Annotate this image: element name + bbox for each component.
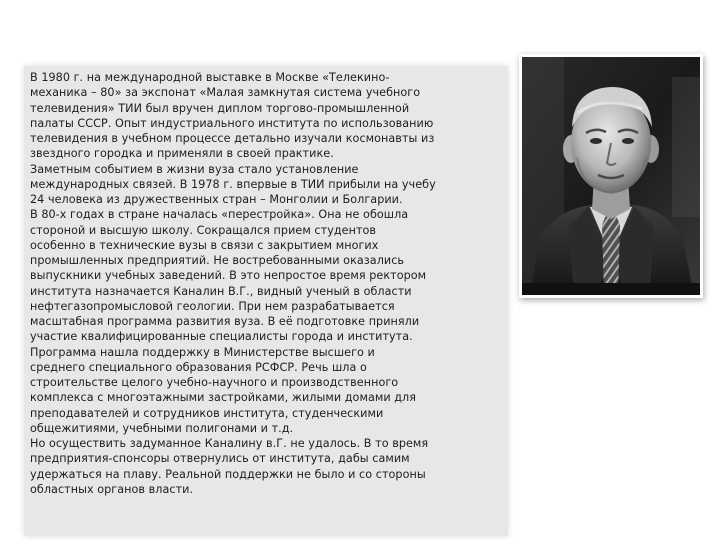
article-text: В 1980 г. на международной выставке в Москве «Телекино- механика – 80» за экспонат «Малая замкнутая система учебного телевидения» ТИИ был вручен диплом торгово-промышленной палаты СССР. Опыт индустриального института по использованию телевидения в учебном процессе детально изучали космонавты из звездного городка и применяли в своей практике. Заметным событием в жизни вуза стало установление международных связей. В 1978 г. впервые в ТИИ прибыли на учебу 24 человека из дружественных стран – Монголии и Болгарии. В 80-х годах в стране началась «перестройка». Она не обошла стороной и высшую школу. Сокращался прием студентов особенно в технические вузы в связи с закрытием многих промышленных предприятий. Не востребованными оказались выпускники учебных заведений. В это непростое время ректором института назначается Каналин В.Г., видный ученый в области нефтегазопромысловой геологии. При нем разрабатывается масштабная программа развития вуза. В её подготовке приняли участие квалифицированные специалисты города и института. Программа нашла поддержку в Министерстве высшего и среднего специального образования РСФСР. Речь шла о строительстве целого учебно-научного и производственного комплекса с многоэтажными застройками, жилыми домами для преподавателей и сотрудников института, студенческими общежитиями, учебными полигонами и т.д. Но осуществить задуманное Каналину в.Г. не удалось. В то время предприятия-спонсоры отвернулись от института, дабы самим удержаться на плаву. Реальной поддержки не было и со стороны областных органов власти. [30, 71, 436, 496]
portrait-photo-icon [522, 57, 700, 295]
